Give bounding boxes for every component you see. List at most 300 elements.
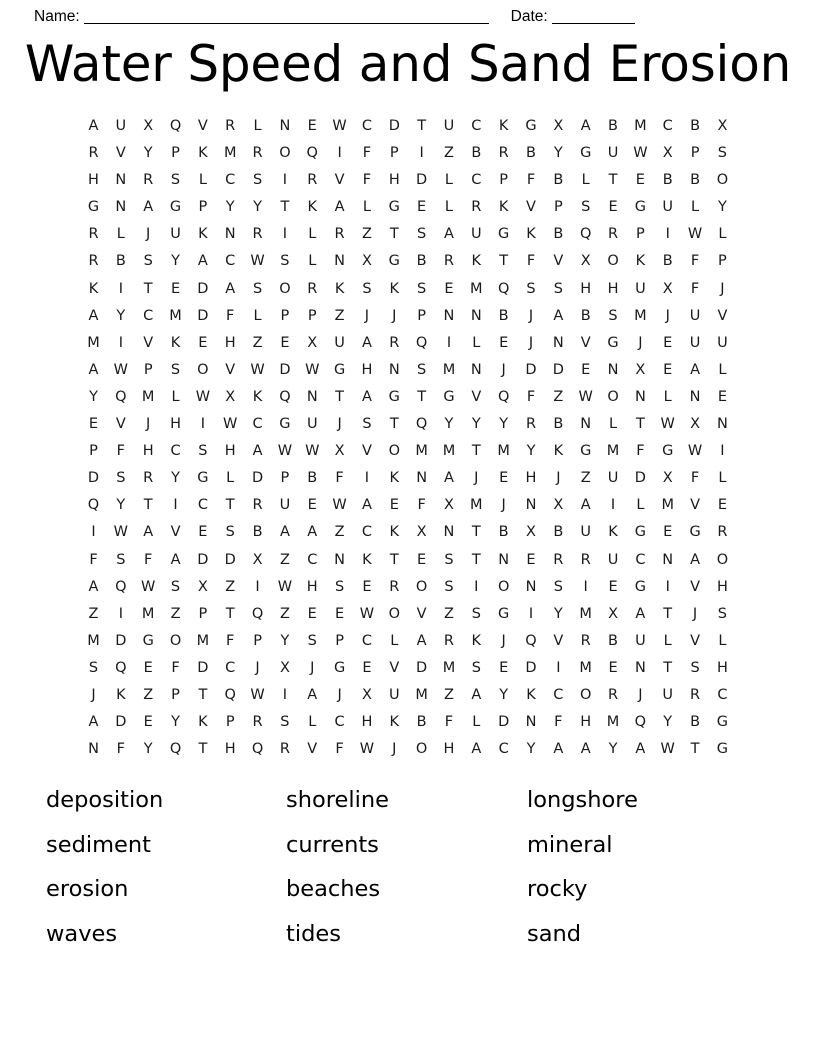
grid-cell[interactable]: F	[171, 659, 180, 676]
grid-cell[interactable]: X	[334, 443, 345, 460]
grid-cell[interactable]: Z	[444, 686, 454, 703]
grid-cell[interactable]: C	[197, 497, 208, 514]
grid-cell[interactable]: F	[335, 741, 344, 758]
grid-cell[interactable]: V	[115, 416, 126, 433]
grid-cell[interactable]: M	[223, 145, 237, 162]
grid-cell[interactable]: X	[553, 497, 564, 514]
grid-cell[interactable]: S	[417, 280, 427, 297]
grid-cell[interactable]: L	[226, 470, 235, 487]
grid-cell[interactable]: G	[689, 524, 701, 541]
grid-cell[interactable]: B	[608, 632, 618, 649]
grid-cell[interactable]: O	[716, 551, 729, 568]
grid-cell[interactable]: K	[252, 388, 263, 405]
grid-cell[interactable]: U	[306, 416, 318, 433]
grid-cell[interactable]: H	[306, 578, 318, 595]
grid-cell[interactable]: I	[118, 280, 123, 297]
grid-cell[interactable]: M	[606, 714, 620, 731]
grid-cell[interactable]: G	[87, 199, 100, 216]
grid-cell[interactable]: B	[608, 118, 618, 134]
grid-cell[interactable]: A	[279, 524, 290, 541]
grid-cell[interactable]: Z	[143, 686, 154, 703]
grid-cell[interactable]: L	[718, 226, 727, 243]
grid-cell[interactable]: G	[388, 388, 400, 405]
grid-cell[interactable]: N	[224, 226, 236, 243]
grid-cell[interactable]: Y	[553, 605, 563, 622]
grid-cell[interactable]: Q	[279, 388, 291, 405]
grid-cell[interactable]: P	[636, 226, 645, 243]
grid-cell[interactable]: E	[417, 551, 427, 568]
grid-cell[interactable]: P	[499, 172, 509, 189]
grid-cell[interactable]: R	[307, 172, 318, 189]
grid-cell[interactable]: O	[388, 605, 400, 622]
grid-cell[interactable]: M	[141, 605, 155, 622]
grid-cell[interactable]: K	[608, 524, 618, 541]
grid-cell[interactable]: Y	[717, 199, 727, 216]
grid-cell[interactable]: H	[361, 361, 373, 378]
grid-cell[interactable]: K	[553, 443, 564, 460]
grid-cell[interactable]: I	[556, 659, 561, 676]
grid-cell[interactable]: T	[471, 443, 481, 460]
grid-cell[interactable]: R	[88, 226, 99, 243]
grid-cell[interactable]: A	[471, 686, 482, 703]
grid-cell[interactable]: L	[608, 416, 618, 433]
grid-cell[interactable]: B	[471, 145, 482, 162]
grid-cell[interactable]: B	[553, 226, 564, 243]
grid-cell[interactable]: Q	[115, 388, 127, 405]
grid-cell[interactable]: R	[88, 253, 99, 270]
grid-cell[interactable]: V	[717, 307, 728, 324]
grid-cell[interactable]: Q	[306, 145, 318, 162]
grid-cell[interactable]: D	[416, 172, 428, 189]
grid-cell[interactable]: R	[252, 226, 263, 243]
grid-cell[interactable]: O	[279, 145, 291, 162]
grid-cell[interactable]: T	[198, 741, 208, 758]
grid-cell[interactable]: W	[141, 578, 156, 595]
grid-cell[interactable]: E	[663, 361, 673, 378]
grid-cell[interactable]: U	[689, 334, 701, 351]
grid-cell[interactable]: N	[115, 172, 127, 189]
grid-cell[interactable]: H	[716, 659, 728, 676]
grid-cell[interactable]: M	[442, 361, 456, 378]
grid-cell[interactable]: S	[116, 551, 126, 568]
word-search-grid[interactable]	[86, 113, 730, 763]
grid-cell[interactable]: B	[662, 172, 673, 189]
grid-cell[interactable]: E	[663, 334, 673, 351]
grid-cell[interactable]: S	[362, 416, 372, 433]
grid-cell[interactable]: Z	[225, 578, 236, 595]
grid-cell[interactable]: R	[525, 416, 537, 433]
grid-cell[interactable]: N	[388, 361, 400, 378]
grid-cell[interactable]: Z	[279, 551, 290, 568]
grid-cell[interactable]: Y	[526, 741, 536, 758]
grid-cell[interactable]: N	[443, 524, 455, 541]
grid-cell[interactable]: U	[662, 686, 674, 703]
grid-cell[interactable]: J	[392, 307, 397, 324]
grid-cell[interactable]: G	[634, 524, 646, 541]
grid-cell[interactable]: P	[280, 307, 290, 324]
grid-cell[interactable]: N	[525, 497, 537, 514]
grid-cell[interactable]: O	[415, 741, 428, 758]
grid-cell[interactable]: S	[581, 199, 591, 216]
grid-cell[interactable]: Y	[225, 199, 235, 216]
grid-cell[interactable]: F	[690, 470, 700, 487]
grid-cell[interactable]: W	[332, 118, 347, 134]
grid-cell[interactable]: I	[337, 145, 342, 162]
grid-cell[interactable]: H	[224, 741, 236, 758]
grid-cell[interactable]: Y	[608, 741, 618, 758]
grid-cell[interactable]: C	[170, 443, 181, 460]
grid-cell[interactable]: Z	[170, 605, 181, 622]
grid-cell[interactable]: J	[665, 307, 670, 324]
grid-cell[interactable]: X	[662, 280, 673, 297]
grid-cell[interactable]: O	[607, 388, 619, 405]
grid-cell[interactable]: V	[389, 659, 400, 676]
grid-cell[interactable]: T	[198, 686, 208, 703]
grid-cell[interactable]: E	[663, 524, 673, 541]
grid-cell[interactable]: J	[337, 416, 342, 433]
grid-cell[interactable]: W	[223, 416, 238, 433]
grid-cell[interactable]: H	[525, 470, 537, 487]
grid-cell[interactable]: M	[415, 443, 428, 460]
grid-cell[interactable]: B	[662, 253, 673, 270]
grid-cell[interactable]: E	[389, 497, 399, 514]
grid-cell[interactable]: L	[636, 497, 645, 514]
word-list-item[interactable]: sand	[527, 920, 582, 947]
grid-cell[interactable]: U	[717, 334, 728, 351]
grid-cell[interactable]: S	[198, 443, 208, 460]
grid-cell[interactable]: N	[115, 199, 127, 216]
grid-cell[interactable]: R	[389, 334, 400, 351]
grid-cell[interactable]: I	[720, 443, 725, 460]
grid-cell[interactable]: K	[526, 226, 536, 243]
grid-cell[interactable]: E	[362, 578, 372, 595]
grid-cell[interactable]: V	[307, 741, 318, 758]
grid-cell[interactable]: R	[580, 632, 591, 649]
grid-cell[interactable]: J	[146, 226, 151, 243]
grid-cell[interactable]: G	[716, 741, 729, 758]
grid-cell[interactable]: A	[690, 551, 701, 568]
grid-cell[interactable]: A	[416, 632, 427, 649]
grid-cell[interactable]: L	[663, 388, 672, 405]
grid-cell[interactable]: C	[334, 714, 345, 731]
grid-cell[interactable]: F	[444, 714, 454, 731]
grid-cell[interactable]: G	[169, 199, 182, 216]
grid-cell[interactable]: L	[253, 307, 262, 324]
grid-cell[interactable]: P	[389, 145, 399, 162]
grid-cell[interactable]: Z	[444, 145, 454, 162]
grid-cell[interactable]: R	[580, 551, 591, 568]
grid-cell[interactable]: G	[142, 632, 154, 649]
grid-cell[interactable]: P	[253, 632, 262, 649]
grid-cell[interactable]: G	[662, 443, 674, 460]
grid-cell[interactable]: N	[334, 551, 346, 568]
grid-cell[interactable]: R	[279, 741, 290, 758]
grid-cell[interactable]: K	[389, 714, 400, 731]
grid-cell[interactable]: S	[143, 253, 153, 270]
grid-cell[interactable]: A	[553, 307, 564, 324]
grid-cell[interactable]: E	[198, 524, 208, 541]
grid-cell[interactable]: R	[607, 686, 619, 703]
grid-cell[interactable]: V	[225, 361, 236, 378]
grid-cell[interactable]: U	[689, 307, 701, 324]
grid-cell[interactable]: H	[716, 578, 728, 595]
grid-cell[interactable]: K	[307, 199, 317, 216]
grid-cell[interactable]: Q	[415, 334, 428, 351]
grid-cell[interactable]: A	[143, 524, 154, 541]
grid-cell[interactable]: T	[663, 659, 673, 676]
grid-cell[interactable]: V	[553, 253, 564, 270]
grid-cell[interactable]: C	[361, 118, 372, 134]
grid-cell[interactable]: J	[474, 470, 479, 487]
grid-cell[interactable]: P	[198, 199, 208, 216]
grid-cell[interactable]: Y	[89, 388, 98, 405]
grid-cell[interactable]: X	[662, 470, 673, 487]
grid-cell[interactable]: K	[88, 280, 99, 297]
grid-cell[interactable]: B	[553, 172, 564, 189]
grid-cell[interactable]: Z	[279, 605, 290, 622]
grid-cell[interactable]: F	[526, 172, 536, 189]
grid-cell[interactable]: T	[417, 388, 427, 405]
grid-cell[interactable]: X	[361, 253, 372, 270]
grid-cell[interactable]: R	[443, 632, 454, 649]
grid-cell[interactable]: D	[115, 632, 127, 649]
grid-cell[interactable]: D	[115, 714, 127, 731]
grid-cell[interactable]: R	[498, 145, 509, 162]
grid-cell[interactable]: I	[282, 172, 288, 189]
grid-cell[interactable]: R	[443, 253, 454, 270]
grid-cell[interactable]: G	[498, 226, 510, 243]
grid-cell[interactable]: N	[689, 388, 701, 405]
grid-cell[interactable]: B	[416, 253, 427, 270]
grid-cell[interactable]: Q	[497, 280, 510, 297]
grid-cell[interactable]: J	[692, 605, 698, 622]
word-list-item[interactable]: erosion	[46, 876, 129, 903]
grid-cell[interactable]: A	[307, 686, 318, 703]
grid-cell[interactable]: W	[660, 416, 675, 433]
grid-cell[interactable]: A	[88, 307, 99, 324]
grid-cell[interactable]: Q	[634, 714, 647, 731]
grid-cell[interactable]: P	[89, 443, 98, 460]
grid-cell[interactable]: W	[113, 524, 129, 541]
grid-cell[interactable]: K	[198, 714, 208, 731]
grid-cell[interactable]: Q	[169, 741, 182, 758]
grid-cell[interactable]: A	[225, 280, 236, 297]
grid-cell[interactable]: X	[197, 578, 208, 595]
grid-cell[interactable]: S	[471, 605, 481, 622]
grid-cell[interactable]: S	[717, 145, 728, 162]
grid-cell[interactable]: C	[225, 172, 236, 189]
grid-cell[interactable]: H	[170, 416, 181, 433]
grid-cell[interactable]: G	[333, 361, 346, 378]
grid-cell[interactable]: C	[471, 172, 482, 189]
grid-cell[interactable]: B	[115, 253, 126, 270]
grid-cell[interactable]: S	[608, 307, 618, 324]
grid-cell[interactable]: B	[690, 714, 701, 731]
grid-cell[interactable]: A	[197, 253, 208, 270]
grid-cell[interactable]: K	[526, 686, 536, 703]
grid-cell[interactable]: N	[470, 307, 482, 324]
grid-cell[interactable]: A	[635, 741, 646, 758]
grid-cell[interactable]: U	[279, 497, 291, 514]
grid-cell[interactable]: M	[87, 334, 100, 351]
grid-cell[interactable]: W	[359, 605, 375, 622]
grid-cell[interactable]: J	[255, 659, 260, 676]
grid-cell[interactable]: P	[225, 714, 235, 731]
word-list-item[interactable]: deposition	[46, 787, 164, 813]
grid-cell[interactable]: R	[252, 714, 263, 731]
grid-cell[interactable]: L	[171, 388, 180, 405]
grid-cell[interactable]: W	[250, 361, 265, 378]
grid-cell[interactable]: X	[416, 524, 427, 541]
grid-cell[interactable]: G	[580, 443, 592, 460]
grid-cell[interactable]: M	[87, 632, 100, 649]
grid-cell[interactable]: F	[362, 172, 372, 189]
grid-cell[interactable]: T	[417, 118, 427, 134]
grid-cell[interactable]: O	[169, 632, 182, 649]
grid-cell[interactable]: Z	[553, 388, 564, 405]
grid-cell[interactable]: U	[635, 632, 646, 649]
grid-cell[interactable]: P	[417, 307, 426, 324]
grid-cell[interactable]: Q	[251, 605, 264, 622]
grid-cell[interactable]: G	[279, 416, 291, 433]
grid-cell[interactable]: Z	[334, 524, 345, 541]
grid-cell[interactable]: O	[716, 172, 729, 189]
grid-cell[interactable]: S	[334, 578, 345, 595]
grid-cell[interactable]: A	[580, 497, 591, 514]
grid-cell[interactable]: X	[608, 605, 618, 622]
grid-cell[interactable]: K	[471, 632, 482, 649]
grid-cell[interactable]: Y	[171, 253, 180, 270]
grid-cell[interactable]: C	[225, 253, 236, 270]
grid-cell[interactable]: O	[197, 361, 209, 378]
grid-cell[interactable]: W	[113, 361, 129, 378]
grid-cell[interactable]: Q	[115, 578, 127, 595]
grid-cell[interactable]: E	[526, 551, 536, 568]
grid-cell[interactable]: T	[471, 551, 481, 568]
grid-cell[interactable]: C	[225, 659, 236, 676]
grid-cell[interactable]: H	[224, 443, 236, 460]
grid-cell[interactable]: X	[553, 118, 564, 134]
grid-cell[interactable]: V	[416, 605, 427, 622]
grid-cell[interactable]: S	[417, 361, 427, 378]
grid-cell[interactable]: T	[389, 416, 399, 433]
grid-cell[interactable]: W	[687, 226, 703, 243]
grid-cell[interactable]: X	[444, 497, 454, 514]
grid-cell[interactable]: F	[362, 145, 372, 162]
grid-cell[interactable]: I	[665, 226, 670, 243]
grid-cell[interactable]: L	[390, 632, 399, 649]
word-list-item[interactable]: currents	[286, 831, 379, 858]
grid-cell[interactable]: Y	[171, 714, 180, 731]
grid-cell[interactable]: U	[471, 226, 482, 243]
grid-cell[interactable]: F	[116, 741, 126, 758]
grid-cell[interactable]: S	[553, 280, 563, 297]
grid-cell[interactable]: A	[361, 388, 372, 405]
grid-cell[interactable]: A	[252, 443, 263, 460]
grid-cell[interactable]: L	[718, 632, 727, 649]
grid-cell[interactable]: P	[171, 145, 180, 162]
grid-cell[interactable]: E	[417, 199, 427, 216]
grid-cell[interactable]: K	[334, 280, 345, 297]
grid-cell[interactable]: W	[633, 145, 648, 162]
grid-cell[interactable]: I	[173, 497, 178, 514]
grid-cell[interactable]: M	[196, 632, 210, 649]
grid-cell[interactable]: U	[580, 524, 591, 541]
grid-cell[interactable]: K	[635, 253, 646, 270]
grid-cell[interactable]: W	[277, 578, 293, 595]
grid-cell[interactable]: X	[690, 416, 701, 433]
grid-cell[interactable]: S	[116, 470, 126, 487]
grid-cell[interactable]: P	[198, 605, 208, 622]
grid-cell[interactable]: H	[580, 714, 592, 731]
word-list-item[interactable]: shoreline	[286, 787, 389, 813]
grid-cell[interactable]: L	[198, 172, 207, 189]
grid-cell[interactable]: N	[634, 388, 646, 405]
grid-cell[interactable]: M	[141, 388, 155, 405]
word-list-item[interactable]: mineral	[527, 831, 613, 858]
grid-cell[interactable]: A	[88, 118, 99, 134]
grid-cell[interactable]: P	[307, 307, 317, 324]
grid-cell[interactable]: L	[691, 199, 700, 216]
grid-cell[interactable]: Y	[499, 416, 509, 433]
grid-cell[interactable]: L	[718, 361, 727, 378]
grid-cell[interactable]: M	[442, 443, 456, 460]
grid-cell[interactable]: Z	[580, 470, 591, 487]
grid-cell[interactable]: C	[553, 686, 564, 703]
grid-cell[interactable]: U	[443, 118, 455, 134]
grid-cell[interactable]: O	[497, 578, 510, 595]
grid-cell[interactable]: P	[690, 145, 700, 162]
grid-cell[interactable]: Z	[444, 605, 454, 622]
grid-cell[interactable]: E	[307, 605, 317, 622]
grid-cell[interactable]: U	[607, 145, 619, 162]
grid-cell[interactable]: P	[280, 470, 290, 487]
grid-cell[interactable]: V	[334, 172, 345, 189]
grid-cell[interactable]: I	[446, 334, 452, 351]
grid-cell[interactable]: I	[364, 470, 370, 487]
grid-cell[interactable]: H	[224, 334, 236, 351]
grid-cell[interactable]: A	[580, 741, 591, 758]
grid-cell[interactable]: Q	[497, 388, 510, 405]
grid-cell[interactable]: D	[279, 361, 291, 378]
grid-cell[interactable]: S	[471, 659, 481, 676]
grid-cell[interactable]: Y	[116, 497, 126, 514]
grid-cell[interactable]: S	[225, 524, 235, 541]
word-list-item[interactable]: longshore	[527, 787, 638, 813]
grid-cell[interactable]: X	[307, 334, 318, 351]
grid-cell[interactable]: E	[608, 578, 618, 595]
grid-cell[interactable]: F	[144, 551, 153, 568]
grid-cell[interactable]: R	[143, 470, 154, 487]
grid-cell[interactable]: P	[553, 199, 563, 216]
grid-cell[interactable]: L	[362, 199, 371, 216]
grid-cell[interactable]: E	[635, 172, 645, 189]
grid-cell[interactable]: J	[528, 307, 534, 324]
grid-cell[interactable]: N	[634, 659, 646, 676]
grid-cell[interactable]: T	[143, 280, 153, 297]
grid-cell[interactable]: D	[498, 714, 510, 731]
grid-cell[interactable]: V	[471, 388, 482, 405]
grid-cell[interactable]: W	[250, 686, 265, 703]
grid-cell[interactable]: O	[607, 253, 619, 270]
grid-cell[interactable]: S	[417, 226, 427, 243]
grid-cell[interactable]: V	[690, 578, 701, 595]
grid-cell[interactable]: D	[197, 307, 209, 324]
grid-cell[interactable]: M	[470, 280, 483, 297]
grid-cell[interactable]: Q	[169, 118, 182, 134]
grid-cell[interactable]: E	[499, 334, 509, 351]
grid-cell[interactable]: S	[553, 578, 563, 595]
